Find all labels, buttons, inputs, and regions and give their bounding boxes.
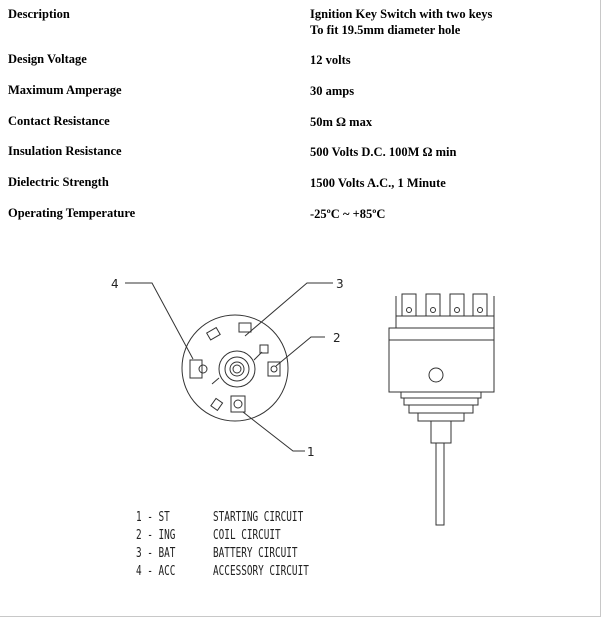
spec-value: 1500 Volts A.C., 1 Minute [310, 176, 446, 190]
contact-line [254, 352, 262, 360]
legend-row-acc [136, 563, 352, 581]
tab-hole [407, 308, 412, 313]
terminal-hole [234, 400, 242, 408]
spec-label: Insulation Resistance [8, 144, 122, 158]
terminal-hole [271, 366, 277, 372]
terminal-clip-1 [231, 396, 245, 412]
callout-label-2: 2 [333, 331, 341, 345]
barrel-face [418, 413, 464, 421]
tab-hole [478, 308, 483, 313]
center-shaft [230, 362, 244, 376]
circuit-legend [136, 509, 352, 581]
terminal-clip [211, 398, 223, 410]
center-boss-ring [225, 357, 249, 381]
callout-leader-3 [245, 283, 333, 336]
terminal-hole [199, 365, 207, 373]
terminal-clip [260, 345, 268, 353]
callout-label-1: 1 [307, 445, 315, 459]
spec-value: -25ºC ~ +85ºC [310, 207, 386, 221]
callout-label-4: 4 [111, 277, 119, 291]
terminal-clip [207, 328, 221, 340]
callout-leader-2 [276, 337, 325, 366]
switch-front-view [125, 283, 333, 451]
spec-label: Operating Temperature [8, 206, 136, 220]
spec-label: Dielectric Strength [8, 175, 109, 189]
spec-label: Design Voltage [8, 52, 87, 66]
legend-row-st [136, 509, 352, 527]
legend-description: BATTERY CIRCUIT [213, 546, 298, 561]
tab-hole [431, 308, 436, 313]
spec-label: Maximum Amperage [8, 83, 122, 97]
terminal-clip-4 [190, 360, 202, 378]
spec-label: Description [8, 7, 70, 21]
legend-description: ACCESSORY CIRCUIT [213, 564, 309, 579]
spec-label: Contact Resistance [8, 114, 110, 128]
spec-value: 12 volts [310, 53, 351, 67]
switch-side-view [389, 294, 494, 525]
legend-description: STARTING CIRCUIT [213, 510, 304, 525]
spec-value: 500 Volts D.C. 100M Ω min [310, 145, 457, 159]
spec-value-line2: To fit 19.5mm diameter hole [310, 23, 461, 37]
contact-line [212, 378, 219, 384]
center-boss [219, 351, 255, 387]
callout-leader-4 [125, 283, 193, 359]
legend-code: 1 - ST [136, 510, 170, 525]
legend-code: 3 - BAT [136, 546, 176, 561]
mounting-nut [404, 398, 478, 405]
housing-rivet [429, 368, 443, 382]
spec-value: 30 amps [310, 84, 355, 98]
terminal-clip [239, 323, 251, 332]
spec-value: Ignition Key Switch with two keys [310, 7, 493, 21]
legend-code: 2 - ING [136, 528, 176, 543]
legend-row-ing [136, 527, 352, 545]
terminal-base [396, 316, 494, 328]
spec-value: 50m Ω max [310, 115, 373, 129]
mounting-flange [401, 392, 481, 398]
key-blade [436, 443, 444, 525]
center-shaft-core [233, 365, 241, 373]
legend-code: 4 - ACC [136, 564, 176, 579]
switch-housing [389, 328, 494, 392]
legend-description: COIL CIRCUIT [213, 528, 281, 543]
lock-barrel [409, 405, 473, 413]
tab-hole [455, 308, 460, 313]
key-bow [431, 421, 451, 443]
switch-body-outline [182, 315, 288, 421]
callout-label-3: 3 [336, 277, 344, 291]
legend-row-bat [136, 545, 352, 563]
